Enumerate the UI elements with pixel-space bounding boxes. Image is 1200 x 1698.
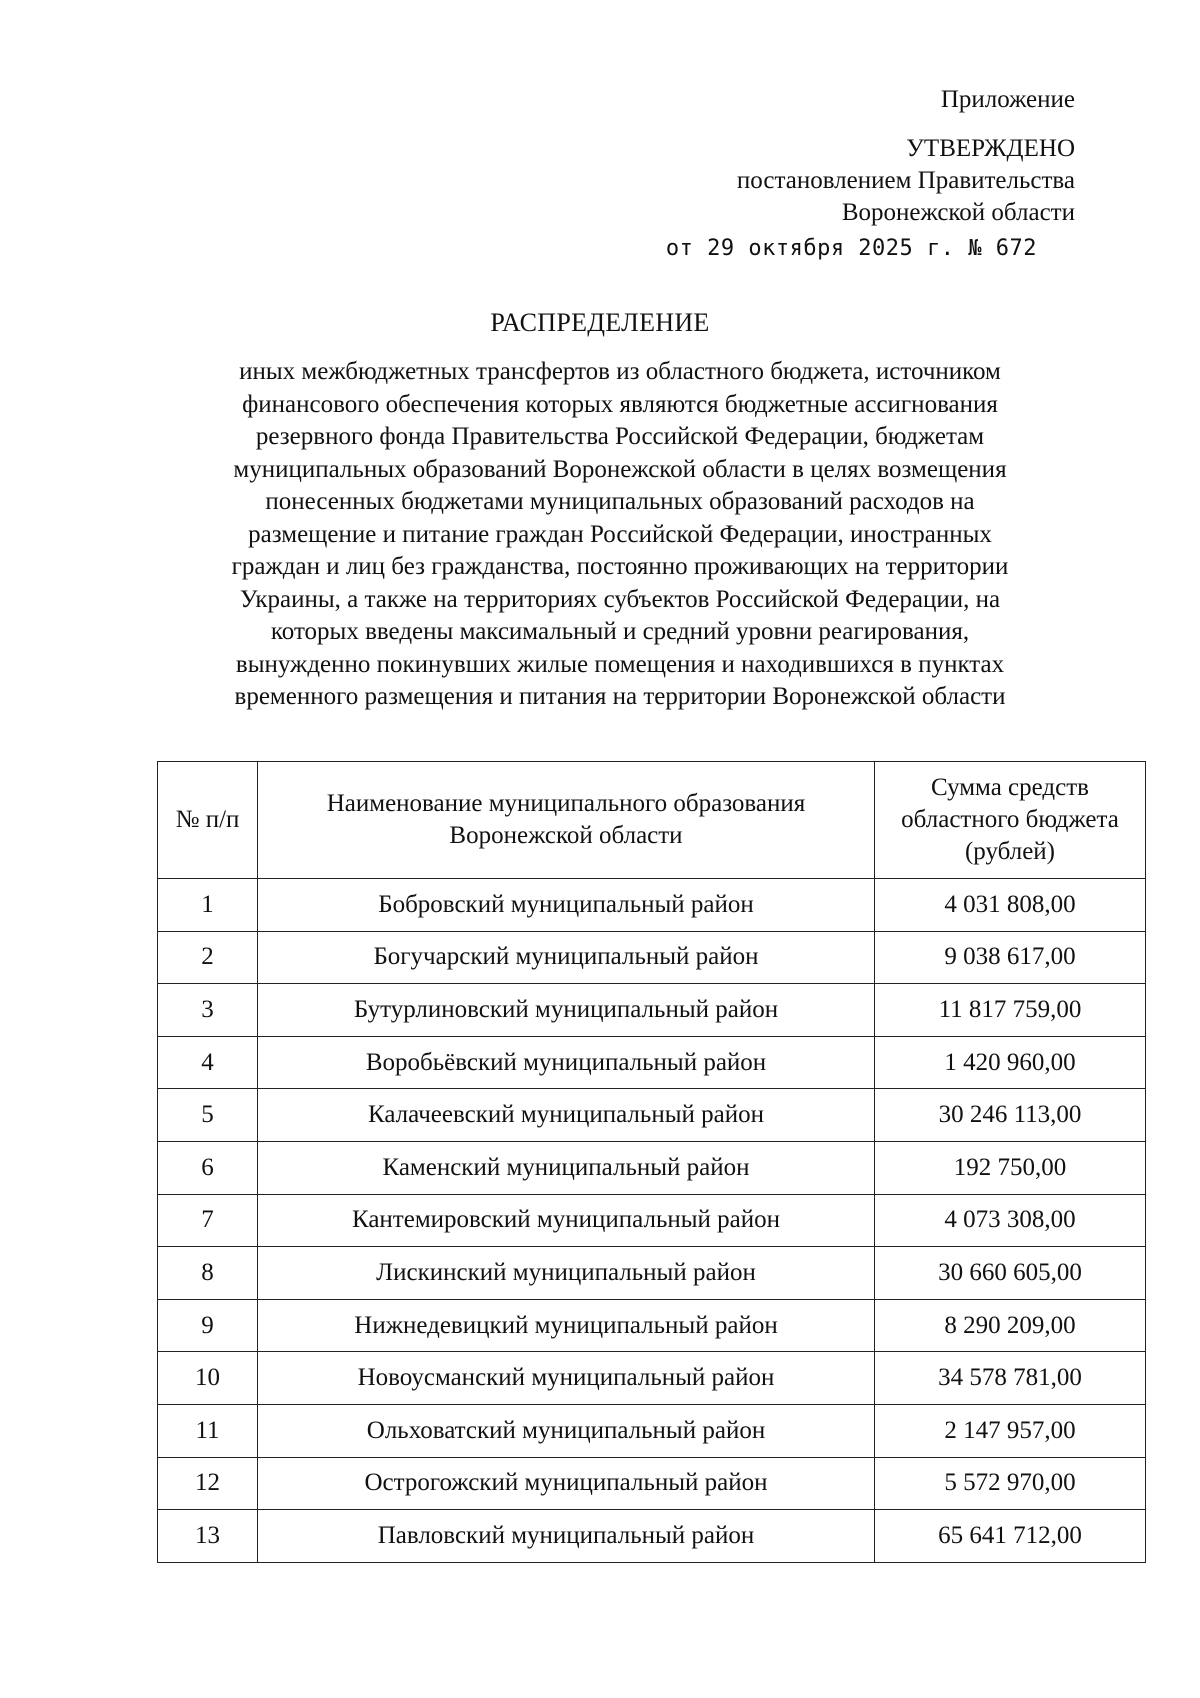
row-number: 12 [158, 1457, 258, 1510]
subtitle-line: понесенных бюджетами муниципальных образований расходов на [265, 488, 975, 515]
subtitle-line: иных межбюджетных трансфертов из областного бюджета, источником [239, 358, 1001, 385]
row-number: 9 [158, 1299, 258, 1352]
row-municipality: Богучарский муниципальный район [258, 931, 875, 984]
row-municipality: Новоусманский муниципальный район [258, 1352, 875, 1405]
subtitle-line: граждан и лиц без гражданства, постоянно проживающих на территории [231, 553, 1009, 580]
row-sum: 9 038 617,00 [875, 931, 1146, 984]
table-row [158, 931, 1146, 984]
table-row [158, 1404, 1146, 1457]
row-number: 6 [158, 1141, 258, 1194]
decree-reference: от 29 октября 2025 г. № 672 [665, 236, 1037, 261]
row-municipality: Калачеевский муниципальный район [258, 1089, 875, 1142]
row-municipality: Ольховатский муниципальный район [258, 1404, 875, 1457]
subtitle-line: размещение и питание граждан Российской Федерации, иностранных [248, 520, 992, 548]
row-municipality: Бобровский муниципальный район [258, 879, 875, 932]
row-municipality: Бутурлиновский муниципальный район [258, 984, 875, 1037]
row-sum: 11 817 759,00 [875, 984, 1146, 1037]
document-title: РАСПРЕДЕЛЕНИЕ [490, 308, 710, 337]
header-sum-line-2: областного бюджета [901, 806, 1119, 833]
row-number: 5 [158, 1089, 258, 1142]
row-sum: 192 750,00 [875, 1141, 1146, 1194]
table-row [158, 984, 1146, 1037]
subtitle-line: муниципальных образований Воронежской области в целях возмещения [233, 455, 1007, 483]
row-number: 2 [158, 931, 258, 984]
row-municipality: Воробьёвский муниципальный район [258, 1036, 875, 1089]
row-number: 13 [158, 1510, 258, 1563]
table-row [158, 1141, 1146, 1194]
header-sum-line-1: Сумма средств [931, 774, 1089, 801]
appendix-label: Приложение [940, 86, 1075, 113]
table-row [158, 1457, 1146, 1510]
header-number: № п/п [158, 762, 258, 879]
subtitle-line: временного размещения и питания на территории Воронежской области [234, 683, 1006, 710]
row-number: 1 [158, 879, 258, 932]
header-sum-line-3: (рублей) [964, 838, 1056, 865]
row-sum: 4 073 308,00 [875, 1194, 1146, 1247]
table-row [158, 1194, 1146, 1247]
table-row [158, 1247, 1146, 1300]
distribution-table [157, 761, 1146, 1563]
row-sum: 1 420 960,00 [875, 1036, 1146, 1089]
row-sum: 65 641 712,00 [875, 1510, 1146, 1563]
table-row [158, 1510, 1146, 1563]
row-number: 3 [158, 984, 258, 1037]
table-row [158, 1352, 1146, 1405]
table-header-row [158, 762, 1146, 879]
header-municipality-line-2: Воронежской области [449, 822, 683, 849]
row-number: 8 [158, 1247, 258, 1300]
table-row [158, 1036, 1146, 1089]
header-municipality-line-1: Наименование муниципального образования [326, 790, 806, 817]
approved-by-line-1: постановлением Правительства [736, 167, 1075, 194]
document-subtitle [210, 356, 1030, 714]
row-municipality: Лискинский муниципальный район [258, 1247, 875, 1300]
approved-label: УТВЕРЖДЕНО [906, 135, 1075, 162]
subtitle-line: финансового обеспечения которых являются бюджетные ассигнования [242, 390, 998, 418]
subtitle-line: которых введены максимальный и средний уровни реагирования, [270, 618, 970, 645]
row-municipality: Нижнедевицкий муниципальный район [258, 1299, 875, 1352]
table-row [158, 879, 1146, 932]
row-number: 4 [158, 1036, 258, 1089]
row-sum: 34 578 781,00 [875, 1352, 1146, 1405]
row-sum: 30 660 605,00 [875, 1247, 1146, 1300]
row-municipality: Каменский муниципальный район [258, 1141, 875, 1194]
row-number: 7 [158, 1194, 258, 1247]
table-row [158, 1089, 1146, 1142]
row-sum: 2 147 957,00 [875, 1404, 1146, 1457]
row-sum: 8 290 209,00 [875, 1299, 1146, 1352]
table-row [158, 1299, 1146, 1352]
header-sum [875, 762, 1146, 879]
header-municipality [258, 762, 875, 879]
row-municipality: Острогожский муниципальный район [258, 1457, 875, 1510]
approval-block [666, 84, 1075, 265]
subtitle-line: Украины, а также на территориях субъектов Российской Федерации, на [239, 585, 1001, 613]
subtitle-line: резервного фонда Правительства Российской Федерации, бюджетам [255, 423, 985, 450]
row-municipality: Кантемировский муниципальный район [258, 1194, 875, 1247]
row-municipality: Павловский муниципальный район [258, 1510, 875, 1563]
row-sum: 5 572 970,00 [875, 1457, 1146, 1510]
row-number: 10 [158, 1352, 258, 1405]
row-sum: 4 031 808,00 [875, 879, 1146, 932]
approved-by-line-2: Воронежской области [841, 199, 1075, 226]
subtitle-line: вынужденно покинувших жилые помещения и находившихся в пунктах [235, 650, 1005, 678]
row-number: 11 [158, 1404, 258, 1457]
row-sum: 30 246 113,00 [875, 1089, 1146, 1142]
